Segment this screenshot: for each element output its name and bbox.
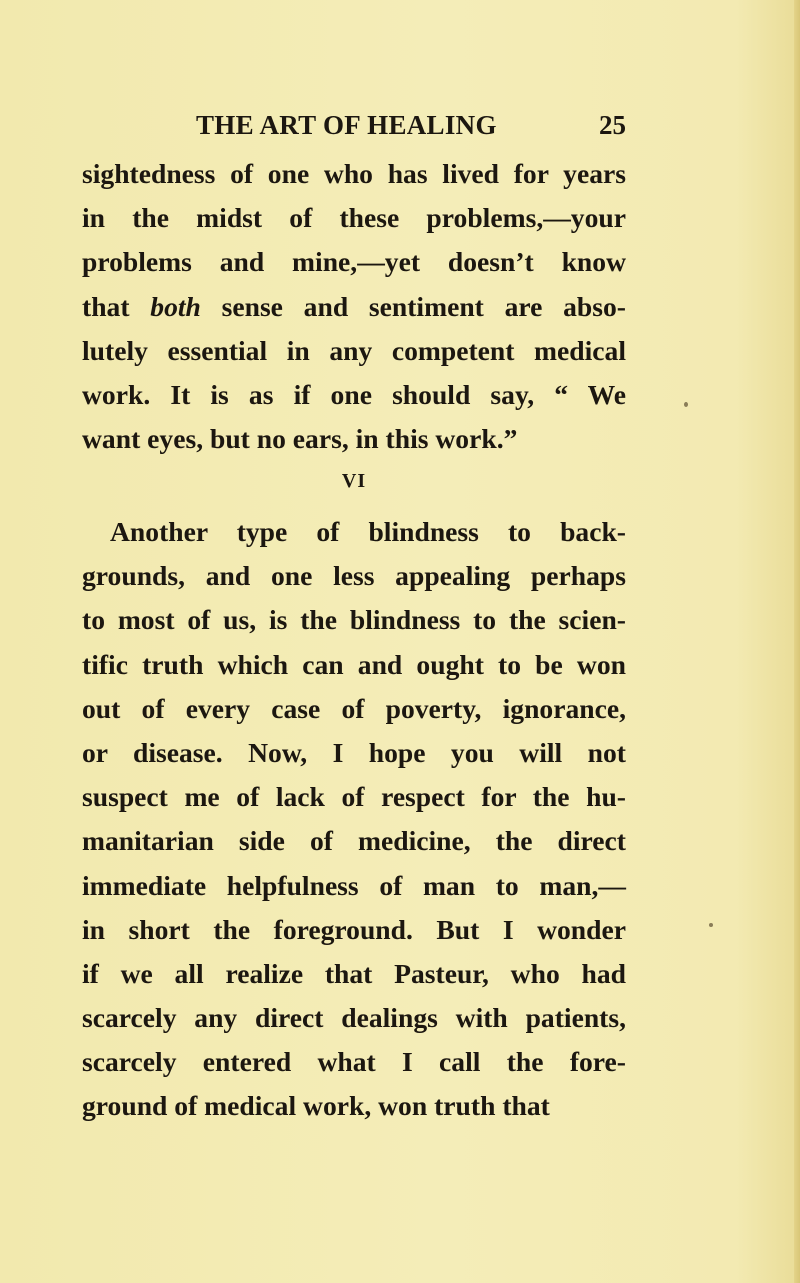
text-line: ground of medical work, won truth that [82,1090,550,1122]
text-line: scarcely entered what I call the fore- [82,1046,626,1078]
paper-speck [709,923,713,927]
text-line: Another type of blindness to back- [110,516,626,547]
text-line: lutely essential in any competent medical [82,334,626,366]
text-line: in short the foreground. But I wonder [82,913,626,945]
text-line: tific truth which can and ought to be won [82,648,626,680]
paragraph-section-vi [82,510,626,1129]
emphasis-word: both [150,290,201,322]
running-head-title: THE ART OF HEALING [196,110,497,140]
text-line: scarcely any direct dealings with patients, [82,1002,626,1034]
text-segment: sense and sentiment are abso- [200,290,626,322]
paper-speck [684,402,688,407]
text-line: in the midst of these problems,—your [82,202,626,234]
section-number: VI [341,470,367,492]
text-line-with-emphasis [82,285,626,329]
text-line: manitarian side of medicine, the direct [82,825,626,857]
text-line: immediate helpfulness of man to man,— [82,869,626,901]
text-line: or disease. Now, I hope you will not [82,736,626,768]
text-line: out of every case of poverty, ignorance, [82,692,626,724]
text-line: suspect me of lack of respect for the hu- [82,781,626,813]
page-number: 25 [599,110,626,140]
text-line: work. It is as if one should say, “ We [82,378,626,410]
paragraph-continued [82,152,626,461]
text-line: sightedness of one who has lived for years [82,158,626,189]
text-line: grounds, and one less appealing perhaps [82,560,626,592]
page-edge-shadow [794,0,800,1283]
running-head [82,110,626,150]
text-line: want eyes, but no ears, in this work.” [82,423,518,455]
text-segment: that [82,290,151,322]
text-line: if we all realize that Pasteur, who had [82,957,626,989]
text-line: problems and mine,—yet doesn’t know [82,246,626,278]
text-line: to most of us, is the blindness to the scien- [82,604,626,636]
